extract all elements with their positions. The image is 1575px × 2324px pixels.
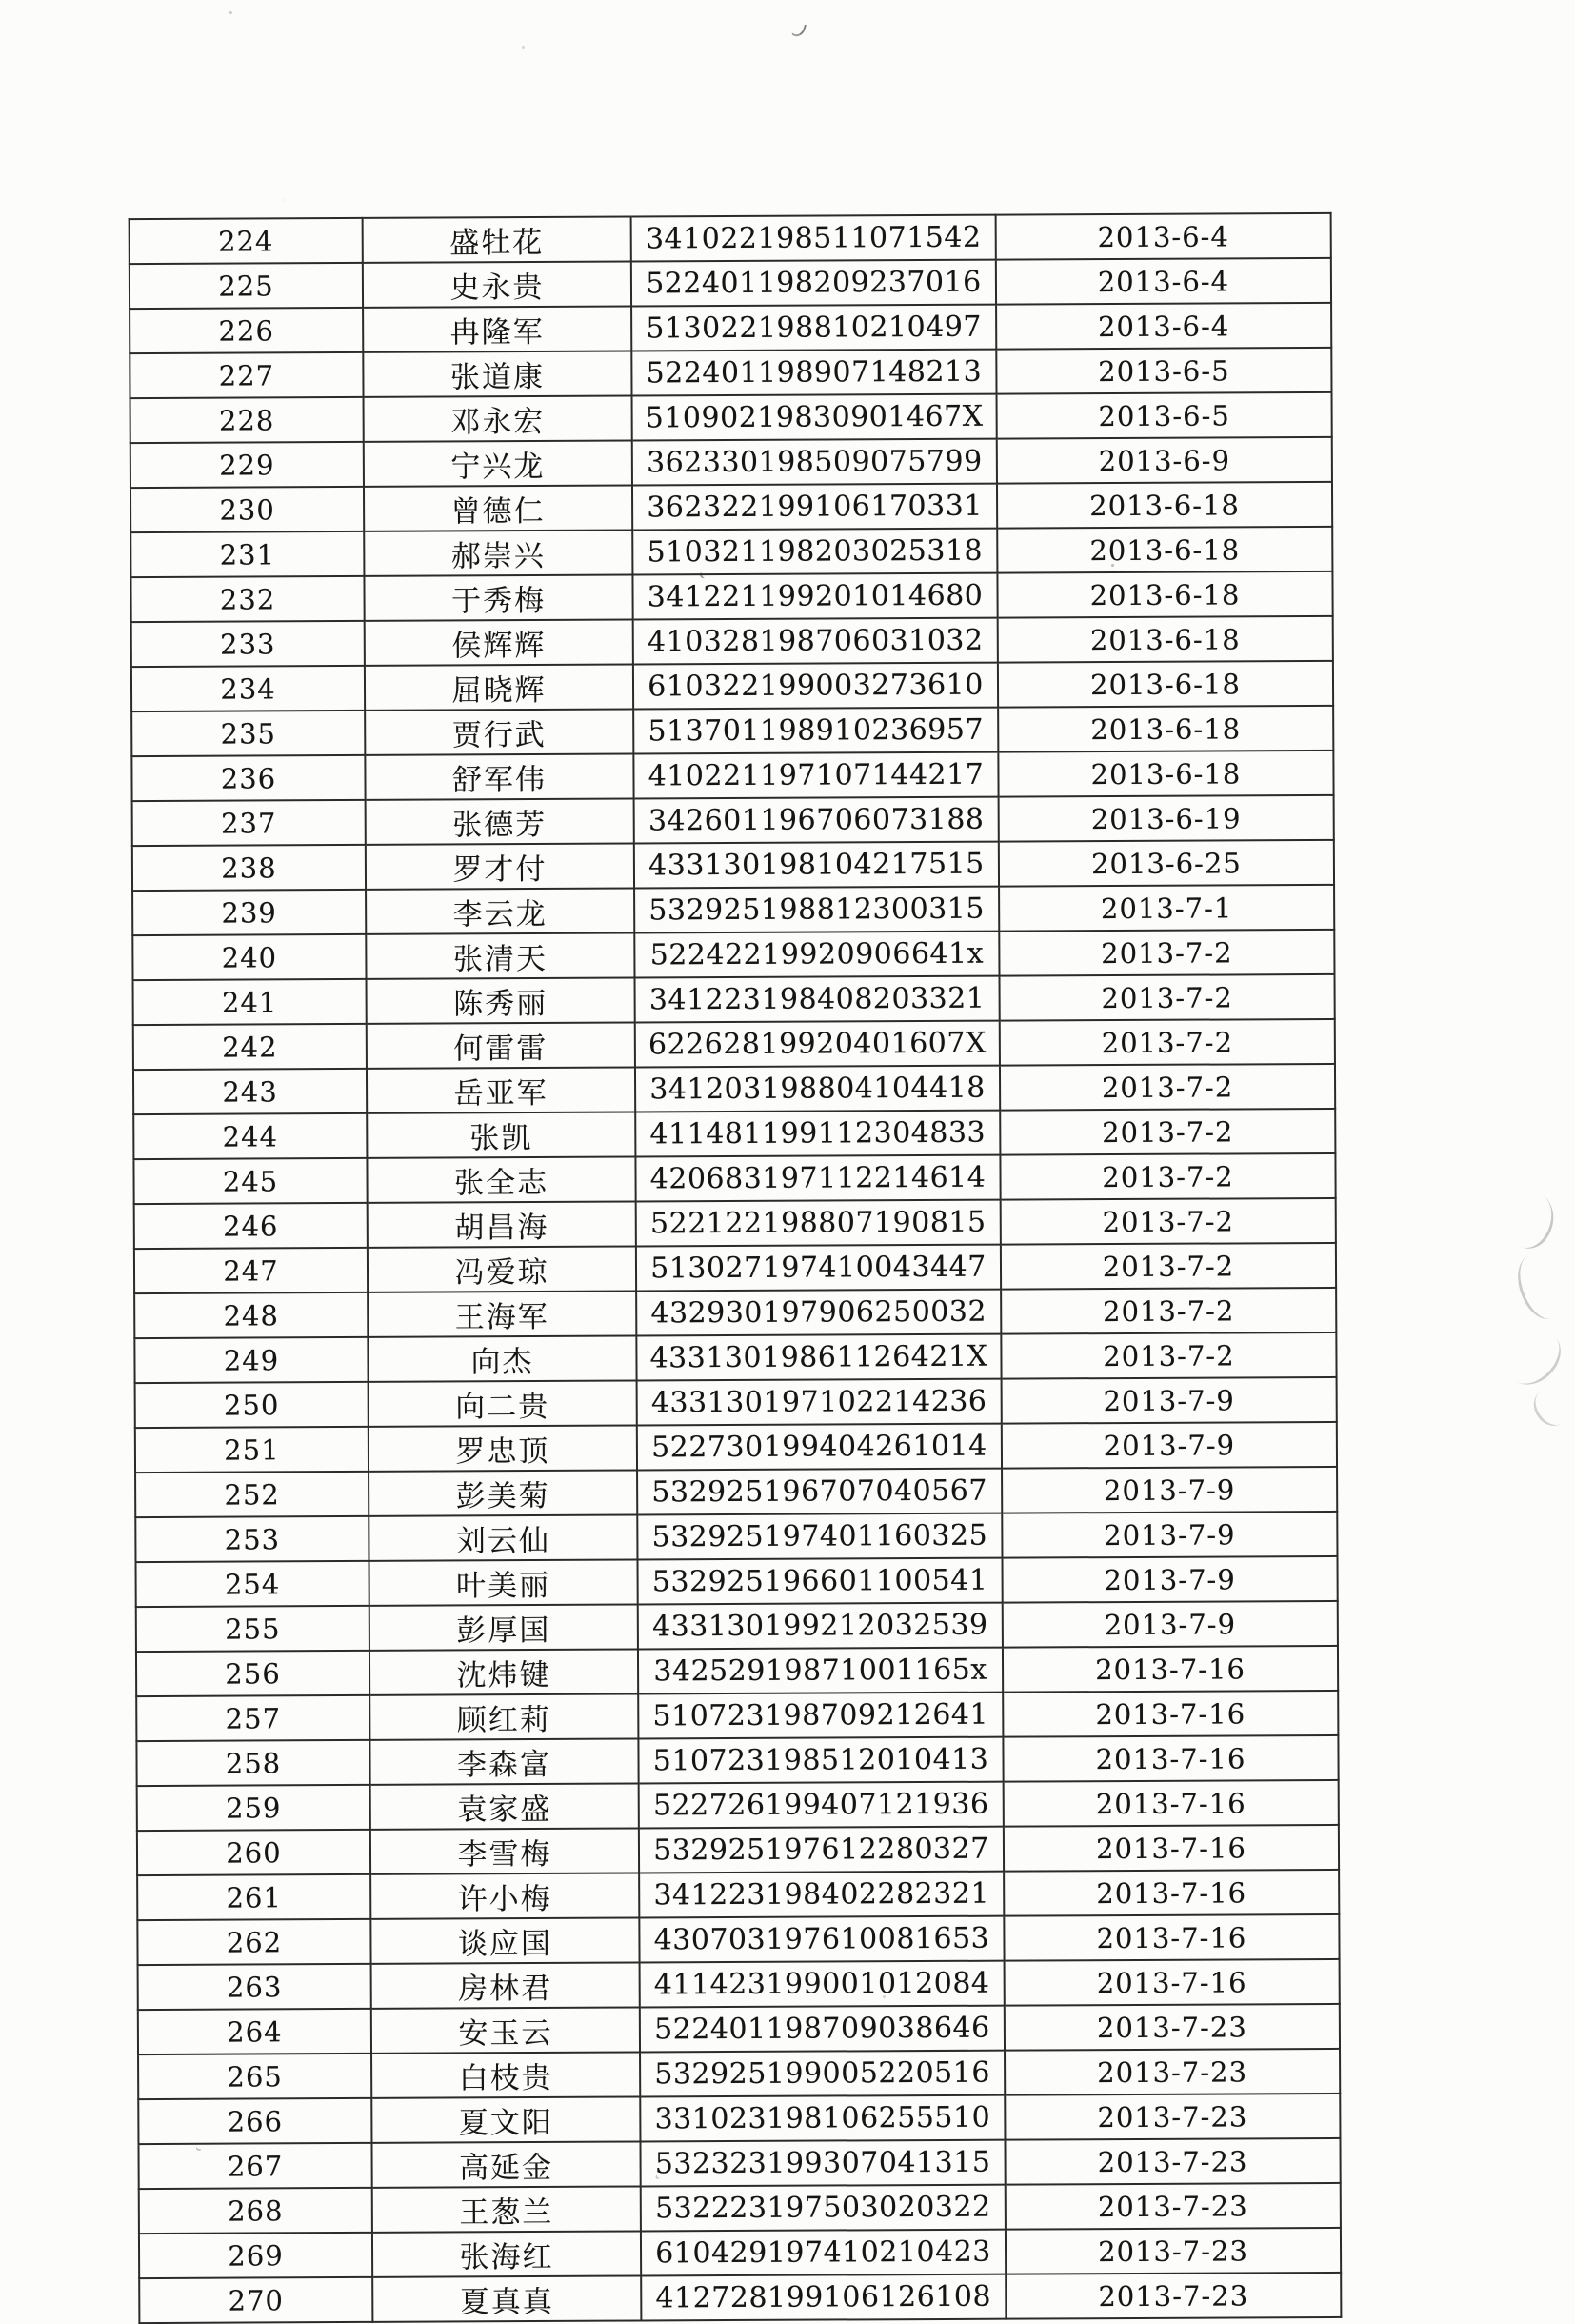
table-row (136, 1646, 1338, 1696)
id-number-cell: 362330198509075799 (632, 439, 997, 486)
id-number-cell: 411481199112304833 (635, 1111, 1000, 1157)
row-number-cell: 266 (138, 2098, 371, 2144)
name-cell: 史永贵 (363, 262, 631, 308)
table-row (130, 348, 1331, 398)
name-cell: 彭美菊 (369, 1471, 637, 1516)
table-row (138, 2049, 1340, 2099)
row-number-cell: 258 (136, 1740, 369, 1786)
roster-table (129, 212, 1343, 2324)
scan-artifact (1527, 1383, 1575, 1432)
id-number-cell: 510321198203025318 (632, 529, 997, 575)
name-cell: 郝崇兴 (364, 531, 632, 576)
date-cell: 2013-7-9 (1002, 1556, 1337, 1603)
date-cell: 2013-7-2 (1000, 1109, 1335, 1155)
name-cell: 张凯 (367, 1112, 635, 1158)
date-cell: 2013-7-2 (1000, 974, 1335, 1021)
name-cell: 李云龙 (366, 889, 634, 934)
id-number-cell: 341022198511071542 (631, 215, 996, 262)
id-number-cell: 532223197503020322 (641, 2185, 1006, 2232)
name-cell: 高延金 (371, 2141, 640, 2187)
date-cell: 2013-6-18 (997, 482, 1332, 529)
date-cell: 2013-7-16 (1003, 1691, 1338, 1737)
row-number-cell: 247 (134, 1248, 368, 1293)
table-row (131, 706, 1333, 756)
table-row (130, 392, 1332, 443)
row-number-cell: 257 (136, 1695, 369, 1741)
name-cell: 曾德仁 (364, 486, 632, 531)
id-number-cell: 52242219920906641x (634, 932, 999, 978)
name-cell: 叶美丽 (369, 1560, 637, 1606)
table-row (138, 2094, 1340, 2144)
row-number-cell: 243 (133, 1069, 367, 1114)
id-number-cell: 433130198104217515 (634, 842, 999, 889)
table-row (131, 751, 1333, 801)
name-cell: 彭厚国 (369, 1605, 638, 1651)
name-cell: 夏文阳 (371, 2096, 640, 2142)
date-cell: 2013-7-2 (1000, 1064, 1335, 1111)
id-number-cell: 433130197102214236 (637, 1379, 1002, 1426)
row-number-cell: 269 (139, 2233, 372, 2278)
table-row (134, 1332, 1336, 1383)
table-row (136, 1556, 1338, 1607)
id-number-cell: 532925199005220516 (640, 2051, 1005, 2097)
id-number-cell: 62262819920401607X (635, 1021, 1000, 1068)
table-row (133, 1153, 1335, 1204)
row-number-cell: 230 (130, 487, 364, 532)
table-row (133, 1064, 1335, 1114)
table-row (130, 571, 1332, 622)
scan-artifact (1496, 1184, 1565, 1255)
id-number-cell: 34252919871001165x (638, 1648, 1003, 1694)
name-cell: 许小梅 (370, 1873, 639, 1919)
id-number-cell: 610429197410210423 (641, 2230, 1006, 2276)
date-cell: 2013-6-4 (996, 213, 1331, 260)
table-row (135, 1512, 1337, 1562)
name-cell: 安玉云 (371, 2007, 640, 2053)
date-cell: 2013-7-2 (1001, 1198, 1336, 1245)
id-number-cell: 610322199003273610 (633, 663, 998, 710)
id-number-cell: 342601196706073188 (634, 797, 999, 844)
date-cell: 2013-6-18 (998, 661, 1333, 708)
date-cell: 2013-7-23 (1005, 2138, 1340, 2185)
scan-artifact (1508, 1248, 1573, 1325)
table-row (132, 885, 1334, 935)
date-cell: 2013-7-16 (1005, 1959, 1340, 2006)
table-row (135, 1422, 1337, 1473)
name-cell: 向二贵 (369, 1381, 637, 1427)
name-cell: 岳亚军 (367, 1068, 635, 1113)
id-number-cell: 341223198408203321 (635, 976, 1000, 1023)
name-cell: 何雷雷 (367, 1023, 635, 1069)
date-cell: 2013-7-9 (1002, 1377, 1337, 1424)
id-number-cell: 532925197612280327 (639, 1827, 1004, 1873)
name-cell: 张清天 (366, 933, 634, 979)
date-cell: 2013-6-4 (996, 258, 1331, 305)
name-cell: 顾红莉 (369, 1694, 638, 1740)
row-number-cell: 265 (138, 2054, 371, 2099)
name-cell: 罗才付 (366, 844, 634, 890)
row-number-cell: 255 (136, 1606, 369, 1652)
row-number-cell: 238 (132, 845, 366, 891)
name-cell: 冉隆军 (363, 307, 631, 352)
table-row (135, 1467, 1337, 1517)
id-number-cell: 522401198907148213 (631, 350, 996, 396)
date-cell: 2013-7-16 (1004, 1780, 1339, 1827)
date-cell: 2013-7-23 (1006, 2183, 1341, 2230)
name-cell: 夏真真 (372, 2275, 641, 2321)
id-number-cell: 510723198709212641 (638, 1693, 1003, 1739)
row-number-cell: 264 (138, 2009, 371, 2054)
table-row (137, 1825, 1339, 1875)
name-cell: 于秀梅 (364, 575, 632, 621)
row-number-cell: 256 (136, 1651, 369, 1696)
row-number-cell: 237 (132, 800, 366, 846)
scan-artifact (229, 11, 232, 14)
table-row (132, 795, 1334, 846)
id-number-cell: 341221199201014680 (632, 573, 997, 620)
row-number-cell: 252 (135, 1472, 369, 1517)
name-cell: 沈炜键 (369, 1650, 638, 1695)
table-row (133, 1109, 1335, 1159)
name-cell: 屈晓辉 (365, 665, 633, 711)
date-cell: 2013-7-2 (1001, 1332, 1336, 1379)
date-cell: 2013-7-2 (999, 930, 1334, 976)
date-cell: 2013-7-2 (1000, 1019, 1335, 1066)
date-cell: 2013-6-4 (996, 303, 1331, 350)
date-cell: 2013-7-2 (1001, 1288, 1336, 1334)
id-number-cell: 532323199307041315 (640, 2140, 1005, 2187)
table-row (132, 930, 1334, 980)
id-number-cell: 411423199001012084 (640, 1961, 1005, 2008)
name-cell: 侯辉辉 (365, 620, 633, 666)
scan-artifact (1499, 1321, 1571, 1395)
row-number-cell: 246 (134, 1203, 368, 1249)
date-cell: 2013-6-18 (998, 751, 1333, 797)
date-cell: 2013-6-18 (997, 527, 1332, 573)
row-number-cell: 259 (137, 1785, 370, 1831)
id-number-cell: 410221197107144217 (633, 752, 998, 799)
name-cell: 王葱兰 (372, 2186, 641, 2232)
id-number-cell: 522401198209237016 (631, 260, 996, 307)
id-number-cell: 410328198706031032 (633, 618, 998, 665)
name-cell: 胡昌海 (368, 1202, 636, 1248)
roster-table-body (130, 213, 1342, 2323)
name-cell: 谈应国 (370, 1918, 639, 1964)
id-number-cell: 522726199407121936 (639, 1782, 1004, 1829)
id-number-cell: 532925198812300315 (634, 887, 999, 933)
date-cell: 2013-7-16 (1004, 1870, 1339, 1916)
row-number-cell: 225 (130, 263, 363, 309)
id-number-cell: 513701198910236957 (633, 708, 998, 754)
row-number-cell: 245 (133, 1158, 367, 1204)
id-number-cell: 532925196601100541 (637, 1558, 1002, 1605)
table-row (130, 303, 1331, 353)
id-number-cell: 513027197410043447 (636, 1245, 1001, 1292)
row-number-cell: 228 (130, 397, 364, 443)
row-number-cell: 244 (133, 1113, 367, 1159)
table-row (130, 527, 1332, 577)
date-cell: 2013-6-9 (997, 437, 1332, 484)
date-cell: 2013-7-9 (1002, 1512, 1337, 1558)
row-number-cell: 235 (131, 711, 365, 756)
date-cell: 2013-7-16 (1003, 1646, 1338, 1693)
date-cell: 2013-6-19 (999, 795, 1334, 842)
date-cell: 2013-7-23 (1005, 2004, 1340, 2051)
date-cell: 2013-6-18 (998, 706, 1333, 752)
table-row (131, 616, 1333, 667)
date-cell: 2013-6-5 (996, 348, 1331, 394)
date-cell: 2013-7-9 (1002, 1467, 1337, 1513)
id-number-cell: 420683197112214614 (635, 1155, 1000, 1202)
table-row (130, 258, 1331, 309)
id-number-cell: 341203198804104418 (635, 1066, 1000, 1112)
date-cell: 2013-7-16 (1004, 1825, 1339, 1872)
id-number-cell: 331023198106255510 (640, 2095, 1005, 2142)
table-row (136, 1735, 1338, 1786)
id-number-cell: 430703197610081653 (639, 1916, 1004, 1963)
row-number-cell: 248 (134, 1292, 368, 1338)
row-number-cell: 263 (138, 1964, 371, 2010)
table-row (139, 2183, 1341, 2234)
row-number-cell: 224 (130, 218, 363, 264)
name-cell: 袁家盛 (370, 1784, 639, 1830)
id-number-cell: 532925196707040567 (637, 1469, 1002, 1515)
table-row (131, 661, 1333, 711)
table-row (134, 1198, 1336, 1249)
date-cell: 2013-7-23 (1006, 2273, 1341, 2319)
row-number-cell: 241 (133, 979, 367, 1025)
row-number-cell: 236 (131, 755, 365, 801)
name-cell: 李森富 (369, 1739, 638, 1785)
id-number-cell: 341223198402282321 (639, 1872, 1004, 1918)
date-cell: 2013-7-9 (1002, 1422, 1337, 1469)
name-cell: 向杰 (368, 1336, 636, 1382)
table-row (130, 437, 1332, 488)
table-row (138, 2138, 1340, 2189)
name-cell: 盛牡花 (363, 217, 631, 263)
date-cell: 2013-7-16 (1004, 1914, 1339, 1961)
table-row (136, 1691, 1338, 1741)
name-cell: 张海红 (372, 2231, 641, 2276)
row-number-cell: 268 (139, 2188, 372, 2234)
name-cell: 罗忠顶 (369, 1426, 637, 1472)
row-number-cell: 240 (132, 934, 366, 980)
scan-artifact (522, 46, 525, 49)
row-number-cell: 229 (130, 442, 364, 488)
row-number-cell: 253 (135, 1516, 369, 1562)
name-cell: 张全志 (367, 1157, 635, 1203)
date-cell: 2013-7-23 (1005, 2049, 1340, 2095)
id-number-cell: 362322199106170331 (632, 484, 997, 531)
row-number-cell: 250 (135, 1382, 369, 1428)
date-cell: 2013-6-18 (997, 571, 1332, 618)
id-number-cell: 412728199106126108 (641, 2274, 1006, 2321)
table-row (137, 1780, 1339, 1831)
row-number-cell: 261 (137, 1874, 370, 1920)
name-cell: 张德芳 (366, 799, 634, 845)
row-number-cell: 232 (130, 576, 364, 622)
date-cell: 2013-7-23 (1006, 2228, 1341, 2274)
name-cell: 王海军 (368, 1292, 636, 1337)
name-cell: 张道康 (363, 351, 631, 397)
table-row (135, 1377, 1337, 1428)
row-number-cell: 234 (131, 666, 365, 711)
row-number-cell: 260 (137, 1830, 370, 1875)
row-number-cell: 254 (136, 1561, 369, 1607)
scan-artifact (791, 22, 807, 39)
table-row (134, 1243, 1336, 1293)
table-row (132, 840, 1334, 891)
name-cell: 宁兴龙 (364, 441, 632, 487)
id-number-cell: 522122198807190815 (636, 1200, 1001, 1247)
id-number-cell: 51090219830901467X (632, 394, 997, 441)
row-number-cell: 242 (133, 1024, 367, 1070)
row-number-cell: 226 (130, 308, 363, 353)
id-number-cell: 43313019861126421X (636, 1334, 1001, 1381)
id-number-cell: 522730199404261014 (637, 1424, 1002, 1471)
row-number-cell: 239 (132, 890, 366, 935)
row-number-cell: 270 (139, 2277, 372, 2323)
row-number-cell: 231 (130, 531, 364, 577)
name-cell: 舒军伟 (365, 754, 633, 800)
id-number-cell: 510723198512010413 (638, 1737, 1003, 1784)
id-number-cell: 532925197401160325 (637, 1513, 1002, 1560)
name-cell: 冯爱琼 (368, 1247, 636, 1292)
table-row (137, 1914, 1339, 1965)
id-number-cell: 522401198709038646 (640, 2006, 1005, 2053)
table-row (139, 2273, 1341, 2323)
row-number-cell: 267 (138, 2143, 371, 2189)
date-cell: 2013-7-2 (1000, 1153, 1335, 1200)
name-cell: 陈秀丽 (367, 978, 635, 1024)
id-number-cell: 513022198810210497 (631, 305, 996, 351)
table-row (134, 1288, 1336, 1338)
id-number-cell: 433130199212032539 (638, 1603, 1003, 1650)
table-row (138, 1959, 1340, 2010)
date-cell: 2013-7-2 (1001, 1243, 1336, 1290)
row-number-cell: 249 (134, 1337, 368, 1383)
row-number-cell: 233 (131, 621, 365, 667)
row-number-cell: 251 (135, 1427, 369, 1473)
date-cell: 2013-7-9 (1003, 1601, 1338, 1648)
table-row (133, 1019, 1335, 1070)
date-cell: 2013-6-5 (997, 392, 1332, 439)
date-cell: 2013-6-25 (999, 840, 1334, 887)
date-cell: 2013-7-16 (1003, 1735, 1338, 1782)
date-cell: 2013-6-18 (998, 616, 1333, 663)
name-cell: 邓永宏 (364, 396, 632, 442)
name-cell: 房林君 (371, 1962, 640, 2008)
date-cell: 2013-7-23 (1005, 2094, 1340, 2140)
id-number-cell: 432930197906250032 (636, 1290, 1001, 1336)
table-row (136, 1601, 1338, 1652)
table-row (130, 213, 1331, 264)
row-number-cell: 227 (130, 352, 363, 398)
name-cell: 贾行武 (365, 710, 633, 755)
table-row (137, 1870, 1339, 1920)
table-row (133, 974, 1335, 1025)
name-cell: 刘云仙 (369, 1515, 637, 1561)
name-cell: 李雪梅 (370, 1829, 639, 1874)
date-cell: 2013-7-1 (999, 885, 1334, 932)
row-number-cell: 262 (137, 1919, 370, 1965)
table-row (130, 482, 1332, 532)
name-cell: 白枝贵 (371, 2052, 640, 2097)
table-row (138, 2004, 1340, 2054)
table-row (139, 2228, 1341, 2278)
